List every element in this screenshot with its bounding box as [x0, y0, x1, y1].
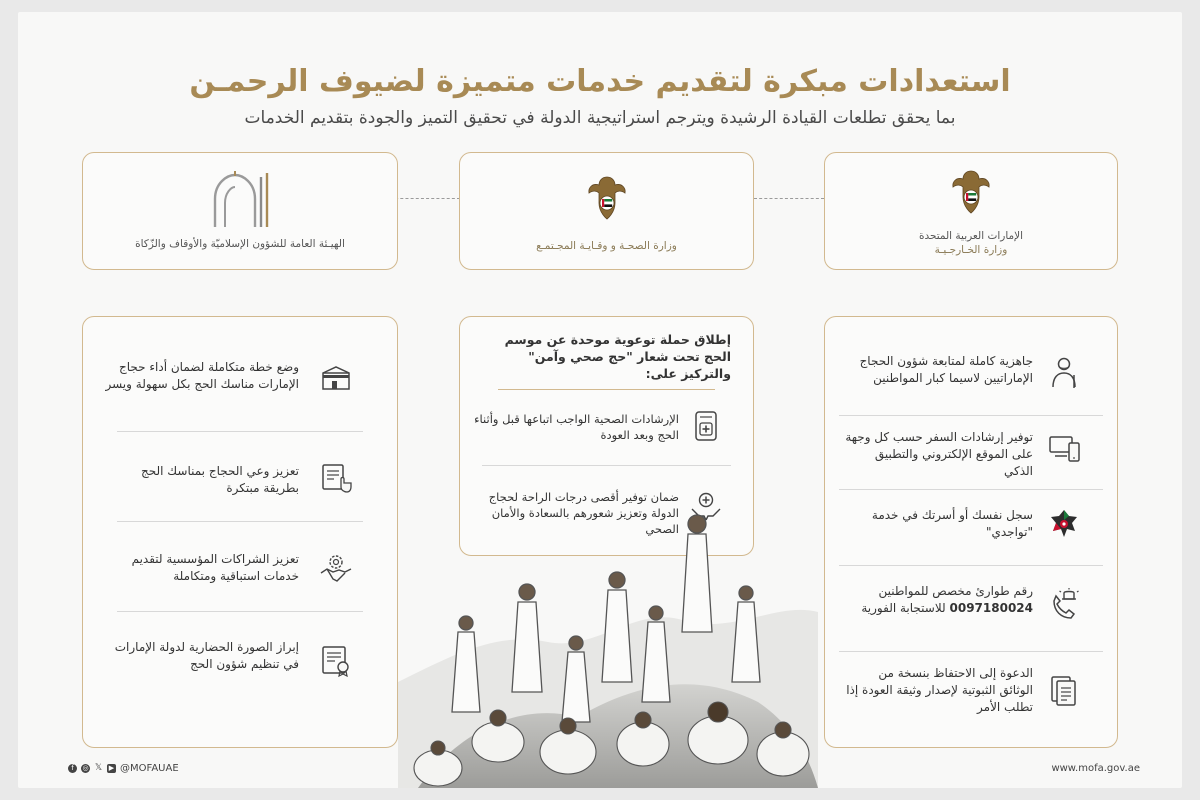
list-item	[839, 499, 1103, 555]
emergency-phone-number[interactable]: 0097180024	[949, 601, 1033, 615]
list-item	[97, 351, 383, 411]
kaaba-icon	[319, 361, 353, 395]
item-text: وضع خطة متكاملة لضمان أداء حجاج الإمارات مناسك الحج بكل سهولة ويسر	[105, 360, 299, 391]
list-item	[97, 537, 383, 597]
list-item	[97, 447, 383, 507]
handshake-gear-icon	[319, 551, 353, 585]
item-text: تعزيز الشراكات المؤسسية لتقديم خدمات استباقية ومتكاملة	[131, 552, 299, 583]
page-subtitle: بما يحقق تطلعات القيادة الرشيدة ويترجم استراتيجية الدولة في تحقيق التميز والجودة بتقديم الخدمات	[244, 108, 956, 128]
logo-caption-ministry: وزارة الخـارجـيـة	[934, 244, 1008, 256]
item-text: إبراز الصورة الحضارية لدولة الإمارات في تنظيم شؤون الحج	[114, 640, 299, 671]
item-text: الإرشادات الصحية الواجب اتباعها قبل وأثناء الحج وبعد العودة	[474, 412, 679, 442]
item-text: الدعوة إلى الاحتفاظ بنسخة من الوثائق الثبوتية لإصدار وثيقة العودة إذا تطلب الأمر	[846, 666, 1033, 714]
divider	[839, 489, 1103, 490]
website-link[interactable]: www.mofa.gov.ae	[1051, 763, 1140, 774]
awqaf-logo-card	[82, 152, 398, 270]
item-text: جاهزية كاملة لمتابعة شؤون الحجاج الإماراتيين لاسيما كبار المواطنين	[859, 354, 1033, 385]
infographic-page	[18, 12, 1182, 788]
social-links	[68, 763, 179, 774]
facebook-icon[interactable]: f	[68, 764, 77, 773]
documents-icon	[1047, 673, 1081, 707]
list-item	[97, 631, 383, 691]
elderly-person-icon	[1047, 355, 1081, 389]
emergency-phone-icon	[1047, 587, 1081, 621]
divider	[839, 415, 1103, 416]
awqaf-dome-logo-icon	[83, 169, 397, 233]
item-text: توفير إرشادات السفر حسب كل وجهة على الموقع الإلكتروني والتطبيق الذكي	[845, 430, 1033, 478]
list-item	[839, 661, 1103, 731]
dashed-connector	[754, 198, 824, 199]
medical-guide-icon	[689, 409, 723, 443]
divider	[482, 465, 731, 466]
mohap-logo-card	[459, 152, 754, 270]
item-text: رقم طوارئ مخصص للمواطنين	[878, 584, 1033, 598]
mofa-services-card	[824, 316, 1118, 748]
dashed-connector	[390, 198, 460, 199]
logo-caption-ministry: وزارة الصحـة و وقـايـة المجـتمـع	[536, 240, 677, 252]
divider	[839, 651, 1103, 652]
divider	[117, 521, 363, 522]
x-icon[interactable]: 𝕏	[94, 763, 103, 773]
awqaf-initiatives-card	[82, 316, 398, 748]
campaign-title: إطلاق حملة توعوية موحدة عن موسم الحج تحت شعار "حج صحي وآمن" والتركيز على:	[504, 332, 731, 381]
item-text: للاستجابة الفورية	[861, 601, 946, 615]
item-text: تعزيز وعي الحجاج بمناسك الحج بطريقة مبتكرة	[140, 464, 299, 495]
instagram-icon[interactable]: ◎	[82, 764, 89, 772]
youtube-icon[interactable]: ▶	[108, 764, 115, 772]
item-text: سجل نفسك أو أسرتك في خدمة "تواجدي"	[871, 508, 1033, 539]
list-item	[839, 579, 1103, 635]
logo-caption-authority: الهيـئة العامة للشؤون الإسلاميّة والأوقاف والزّكاة	[135, 238, 345, 250]
page-title: استعدادات مبكرة لتقديم خدمات متميزة لضيوف الرحمـن	[189, 64, 1011, 99]
divider	[839, 565, 1103, 566]
item-text: ضمان توفير أقصى درجات الراحة لحجاج الدولة وتعزيز شعورهم بالسعادة والأمان الصحي	[488, 490, 679, 536]
devices-icon	[1047, 431, 1081, 465]
uae-emblem-icon	[825, 167, 1117, 221]
list-item	[460, 407, 753, 457]
divider	[117, 431, 363, 432]
certificate-icon	[319, 643, 353, 677]
mofa-logo-card	[824, 152, 1118, 270]
divider	[498, 389, 715, 390]
uae-emblem-icon	[460, 173, 753, 227]
divider	[117, 611, 363, 612]
list-item	[839, 423, 1103, 479]
logo-caption-country: الإمارات العربية المتحدة	[918, 230, 1024, 242]
social-handle[interactable]: @MOFAUAE	[120, 763, 179, 774]
tawajudi-logo-icon	[1047, 507, 1081, 541]
list-item	[839, 347, 1103, 403]
touch-screen-icon	[319, 461, 353, 495]
pilgrims-sketch-image	[398, 482, 818, 788]
